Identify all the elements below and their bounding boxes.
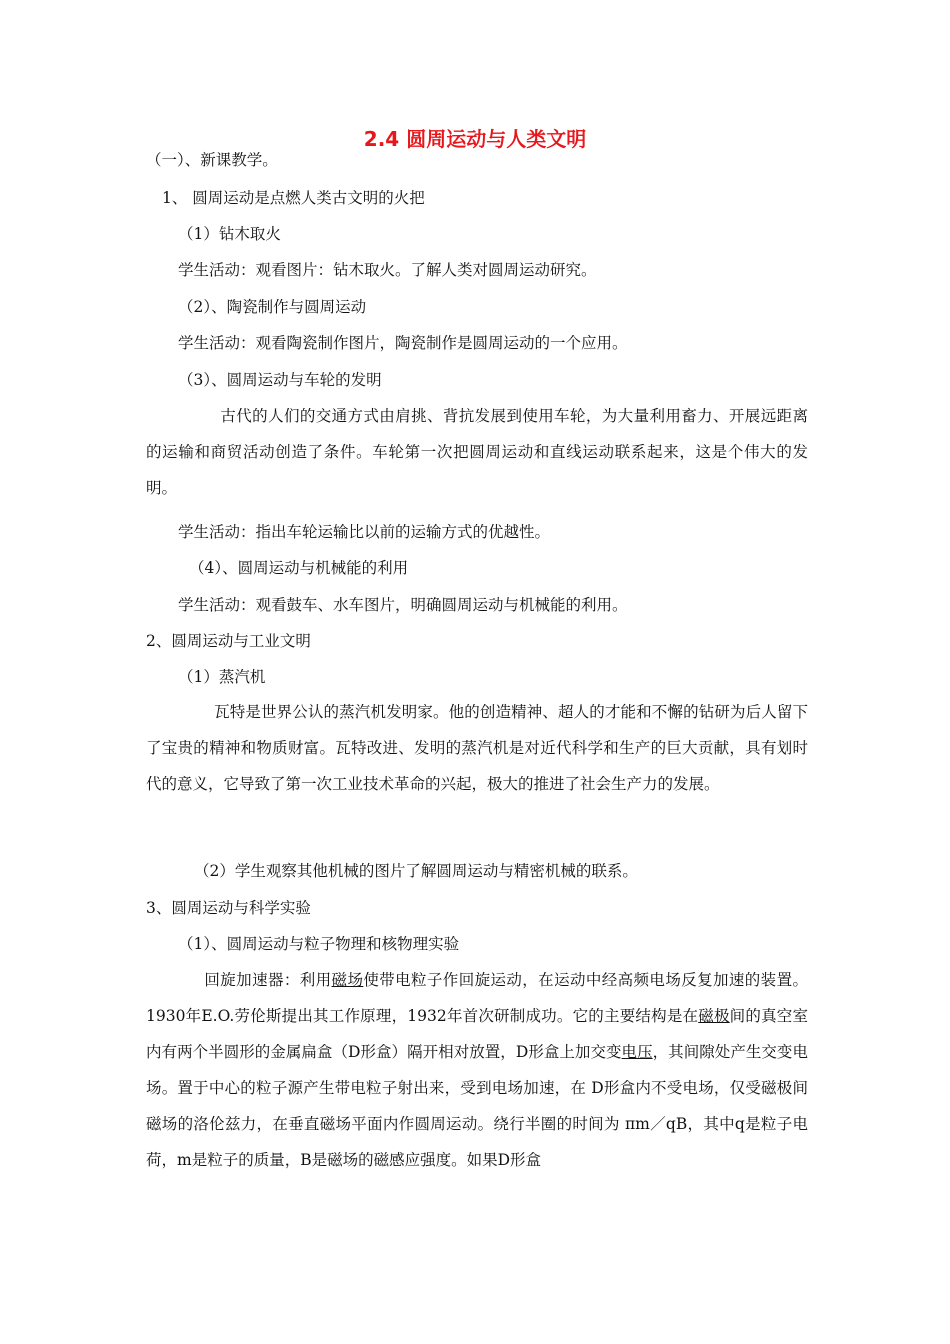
cyclotron-text-c: 间的真空室内有两个半圆形的金属扁盒（D形盒）隔开相对放置，D形盒上加交变 (146, 1007, 808, 1061)
section-intro: （一）、新课教学。 (146, 151, 278, 169)
section-2-heading: 2、圆周运动与工业文明 (146, 632, 311, 650)
paragraph-steam-engine-text: 瓦特是世界公认的蒸汽机发明家。他的创造精神、超人的才能和不懈的钻研为后人留下了宝贵的精神和物质财富。瓦特改进、发明的蒸汽机是对近代科学和生产的巨大贡献，具有划时代的意义，它导致了第一次工业技术革命的兴起，极大的推进了社会生产力的发展。 (146, 703, 808, 793)
item-1-2: （2）、陶瓷制作与圆周运动 (178, 298, 367, 316)
cyclotron-text-a: 回旋加速器：利用 (204, 971, 332, 989)
paragraph-steam-engine (146, 694, 808, 802)
item-1-3: （3）、圆周运动与车轮的发明 (178, 371, 382, 389)
activity-1-3: 学生活动：指出车轮运输比以前的运输方式的优越性。 (178, 523, 551, 541)
activity-1-4: 学生活动：观看鼓车、水车图片，明确圆周运动与机械能的利用。 (178, 596, 628, 614)
paragraph-wheel (146, 398, 808, 506)
item-2-2: （2）学生观察其他机械的图片了解圆周运动与精密机械的联系。 (194, 862, 638, 880)
link-magnetic-field[interactable]: 磁场 (331, 971, 364, 989)
link-voltage[interactable]: 电压 (621, 1043, 653, 1061)
cyclotron-text-b: 使带电粒子作回旋运动，在运动中经高频电场反复加速的装置。1930年E.O.劳伦斯提出其工作原理，1932年首次研制成功。它的主要结构是在 (146, 971, 808, 1025)
section-1-heading: 1、 圆周运动是点燃人类古文明的火把 (162, 189, 425, 207)
item-3-1: （1）、圆周运动与粒子物理和核物理实验 (178, 935, 460, 953)
activity-1-1: 学生活动：观看图片：钻木取火。了解人类对圆周运动研究。 (178, 261, 597, 279)
page-title: 2.4 圆周运动与人类文明 (363, 127, 587, 151)
item-1-4: （4）、圆周运动与机械能的利用 (189, 559, 409, 577)
item-1-1: （1）钻木取火 (178, 225, 281, 243)
section-3-heading: 3、圆周运动与科学实验 (146, 899, 311, 917)
activity-1-2: 学生活动：观看陶瓷制作图片，陶瓷制作是圆周运动的一个应用。 (178, 334, 628, 352)
link-magnetic-pole[interactable]: 磁极 (698, 1007, 730, 1025)
paragraph-wheel-text: 古代的人们的交通方式由肩挑、背抗发展到使用车轮，为大量利用畜力、开展远距离的运输和商贸活动创造了条件。车轮第一次把圆周运动和直线运动联系起来，这是个伟大的发明。 (146, 407, 808, 497)
item-2-1: （1）蒸汽机 (178, 668, 266, 686)
cyclotron-text-d: ，其间隙处产生交变电场。置于中心的粒子源产生带电粒子射出来，受到电场加速，在 D形盒内不受电场，仅受磁极间磁场的洛伦兹力，在垂直磁场平面内作圆周运动。绕行半圈的时间为 πm／qB，其中q是粒子电荷，m是粒子的质量，B是磁场的磁感应强度。如果D形盒 (146, 1043, 808, 1169)
paragraph-cyclotron (146, 962, 808, 1178)
